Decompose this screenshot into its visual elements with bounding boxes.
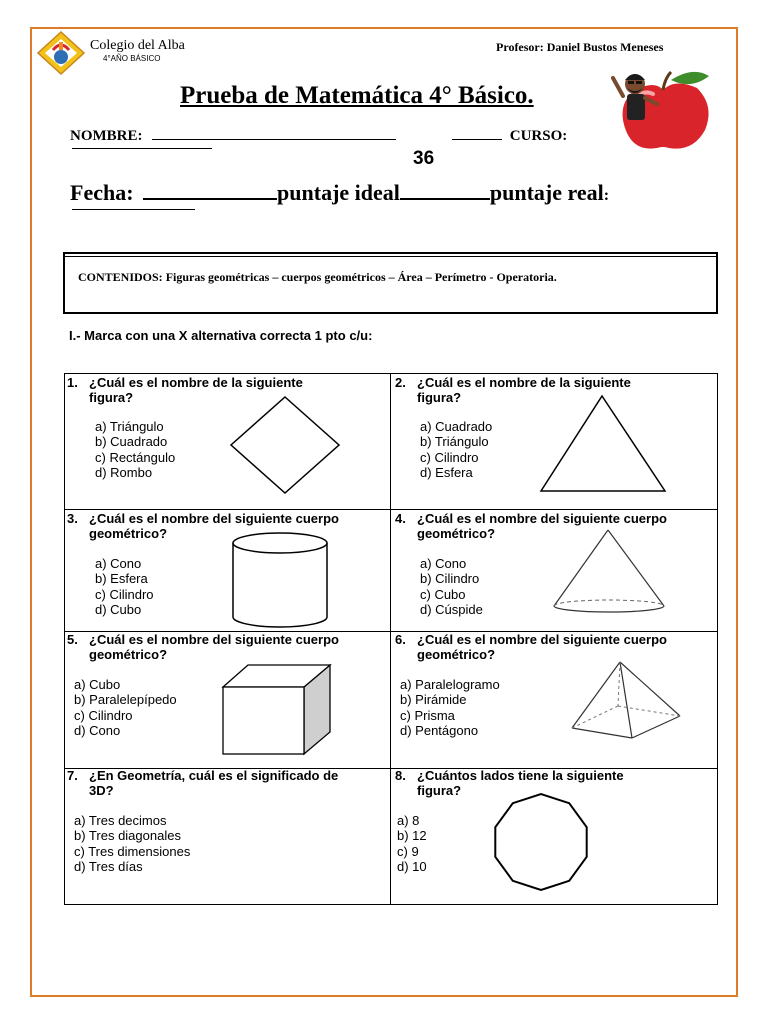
option-a[interactable]: a) Paralelogramo	[400, 677, 500, 692]
school-name: Colegio del Alba	[90, 38, 185, 53]
teacher-name: Profesor: Daniel Bustos Meneses	[496, 40, 664, 54]
question-line-1: ¿Cuántos lados tiene la siguiente	[417, 768, 624, 783]
curso-label: CURSO:	[509, 128, 568, 144]
puntaje-ideal-label: puntaje ideal	[277, 180, 400, 205]
school-level: 4°AÑO BÁSICO	[103, 54, 161, 63]
option-c[interactable]: c) Tres dimensiones	[74, 843, 191, 859]
option-d[interactable]: d) 10	[397, 858, 427, 874]
cube-shape	[220, 662, 332, 756]
pyramid-shape	[570, 660, 684, 742]
decagon-shape	[489, 792, 593, 892]
nombre-label: NOMBRE:	[70, 128, 143, 144]
option-b[interactable]: b) Triángulo	[420, 434, 489, 450]
option-c[interactable]: c) Rectángulo	[95, 449, 176, 465]
option-d[interactable]: d) Cubo	[95, 601, 142, 617]
grid-divider-row-1	[64, 509, 718, 510]
option-c[interactable]: c) Cilindro	[74, 707, 133, 723]
question-3-options	[95, 556, 154, 617]
question-line-2: figura?	[417, 390, 462, 405]
option-a[interactable]: a) Cubo	[74, 677, 121, 692]
score-value: 36	[413, 148, 435, 169]
puntaje-ideal-field[interactable]	[400, 182, 490, 200]
curso-field[interactable]	[72, 148, 212, 149]
question-line-1: ¿Cuál es el nombre del siguiente cuerpo	[417, 632, 667, 647]
contents-body: Figuras geométricas – cuerpos geométricos – Área – Perímetro - Operatoria.	[162, 270, 557, 284]
option-c[interactable]: c) 9	[397, 843, 419, 859]
option-b[interactable]: b) Cilindro	[420, 571, 480, 587]
school-logo-icon	[36, 30, 86, 76]
puntaje-real-label: puntaje real	[489, 180, 604, 205]
instruction-text: I.- Marca con una X alternativa correcta 1 pto c/u:	[69, 328, 373, 343]
question-5-options	[74, 677, 177, 738]
question-8-options	[397, 813, 427, 874]
page-title: Prueba de Matemática 4° Básico.	[180, 82, 534, 109]
option-a[interactable]: a) 8	[397, 813, 420, 828]
option-a[interactable]: a) Tres decimos	[74, 813, 167, 828]
option-a[interactable]: a) Cono	[420, 556, 467, 571]
contents-label: CONTENIDOS:	[78, 270, 163, 284]
contents-text	[78, 270, 557, 285]
question-line-2: geométrico?	[89, 647, 168, 662]
option-c[interactable]: c) Cilindro	[420, 449, 479, 465]
question-line-2: geométrico?	[417, 526, 496, 541]
option-c[interactable]: c) Cubo	[420, 586, 466, 602]
question-number: 5.	[67, 632, 78, 647]
question-line-1: ¿Cuál es el nombre del siguiente cuerpo	[417, 511, 667, 526]
question-1-options	[95, 419, 175, 480]
fecha-row	[70, 180, 609, 206]
curso-prefix-line	[452, 128, 502, 140]
question-number: 2.	[395, 375, 406, 390]
question-number: 4.	[395, 511, 406, 526]
question-line-1: ¿Cuál es el nombre del siguiente cuerpo	[89, 632, 339, 647]
question-number: 7.	[67, 768, 78, 783]
triangle-shape	[538, 395, 668, 493]
question-7-options	[74, 813, 190, 874]
option-b[interactable]: b) Pirámide	[400, 692, 467, 708]
option-d[interactable]: d) Pentágono	[400, 722, 479, 738]
puntaje-real-colon: :	[603, 187, 610, 204]
option-b[interactable]: b) Tres diagonales	[74, 828, 181, 844]
question-6-options	[400, 677, 500, 738]
question-line-1: ¿Cuál es el nombre de la siguiente	[417, 375, 631, 390]
option-c[interactable]: c) Prisma	[400, 707, 455, 723]
question-4-options	[420, 556, 483, 617]
option-d[interactable]: d) Cúspide	[420, 601, 483, 617]
rhombus-shape	[230, 396, 340, 494]
option-d[interactable]: d) Tres días	[74, 858, 143, 874]
question-line-2: geométrico?	[417, 647, 496, 662]
apple-avatar-icon	[605, 66, 715, 152]
question-number: 6.	[395, 632, 406, 647]
name-course-row	[70, 128, 567, 145]
option-b[interactable]: b) Cuadrado	[95, 434, 168, 450]
question-number: 8.	[395, 768, 406, 783]
option-b[interactable]: b) Paralelepípedo	[74, 692, 177, 708]
option-b[interactable]: b) Esfera	[95, 571, 148, 587]
question-line-2: geométrico?	[89, 526, 168, 541]
question-line-1: ¿Cuál es el nombre del siguiente cuerpo	[89, 511, 339, 526]
option-c[interactable]: c) Cilindro	[95, 586, 154, 602]
option-a[interactable]: a) Cuadrado	[420, 419, 493, 434]
option-d[interactable]: d) Rombo	[95, 464, 153, 480]
puntaje-real-field[interactable]	[72, 209, 195, 210]
question-2-options	[420, 419, 492, 480]
question-line-1: ¿Cuál es el nombre de la siguiente	[89, 375, 303, 390]
nombre-field[interactable]	[152, 128, 396, 140]
fecha-label: Fecha:	[70, 180, 134, 205]
option-d[interactable]: d) Esfera	[420, 464, 473, 480]
question-line-1: ¿En Geometría, cuál es el significado de	[89, 768, 339, 783]
option-b[interactable]: b) 12	[397, 828, 427, 844]
grid-divider-vertical	[390, 373, 391, 905]
option-a[interactable]: a) Triángulo	[95, 419, 164, 434]
cone-shape	[550, 528, 670, 616]
question-number: 3.	[67, 511, 78, 526]
fecha-field[interactable]	[143, 182, 277, 200]
cylinder-shape	[230, 531, 330, 631]
option-d[interactable]: d) Cono	[74, 722, 121, 738]
option-a[interactable]: a) Cono	[95, 556, 142, 571]
question-line-2: 3D?	[89, 783, 114, 798]
question-line-2: figura?	[417, 783, 462, 798]
question-line-2: figura?	[89, 390, 134, 405]
question-number: 1.	[67, 375, 78, 390]
